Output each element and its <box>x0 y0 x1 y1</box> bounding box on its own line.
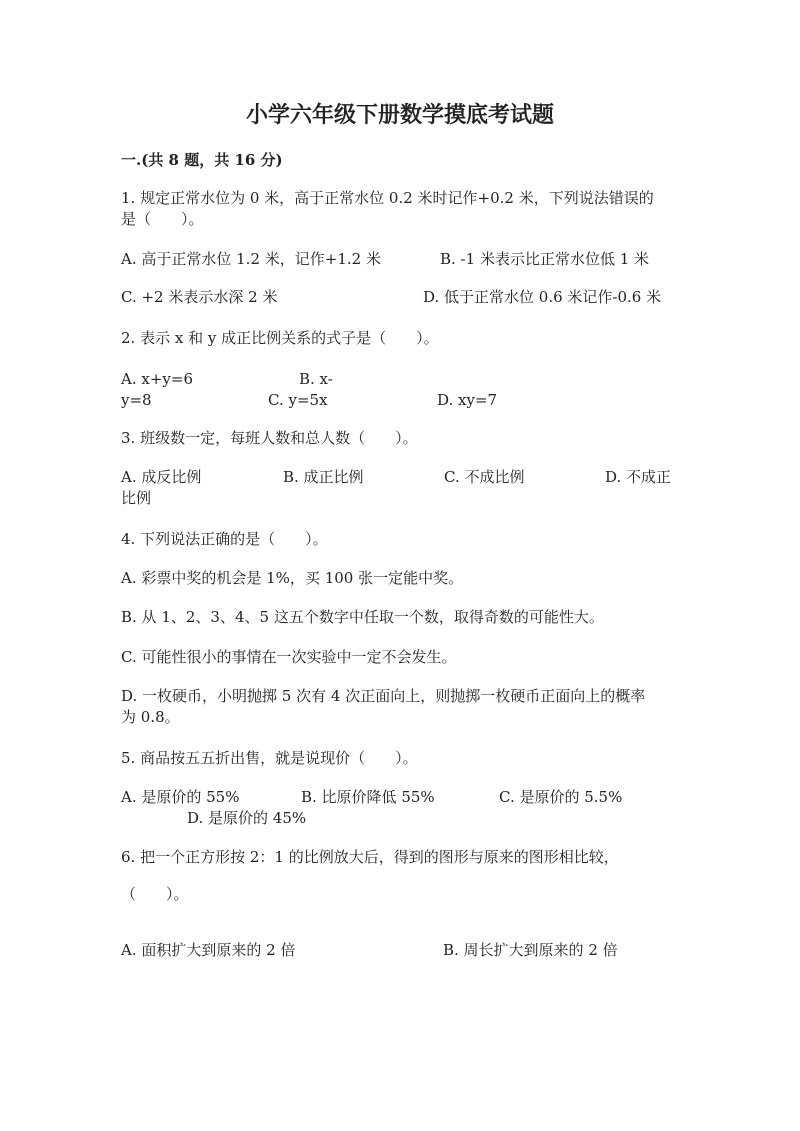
question-stem: 是（ ）。 <box>121 210 204 228</box>
option-a: A. 面积扩大到原来的 2 倍 <box>121 941 296 959</box>
option-a: A. 成反比例 <box>121 468 202 486</box>
option-b: B. 周长扩大到原来的 2 倍 <box>443 941 618 959</box>
option-a: A. 高于正常水位 1.2 米，记作+1.2 米 <box>121 250 381 268</box>
option-b: B. 成正比例 <box>283 468 364 486</box>
question-stem: 6. 把一个正方形按 2：1 的比例放大后，得到的图形与原来的图形相比较， <box>121 848 619 866</box>
question-stem: 4. 下列说法正确的是（ ）。 <box>121 530 328 548</box>
option-d: D. 不成正 <box>605 468 672 486</box>
option-b: B. x- <box>299 370 333 388</box>
option-c: C. 可能性很小的事情在一次实验中一定不会发生。 <box>121 648 457 666</box>
option-c: C. +2 米表示水深 2 米 <box>121 288 278 306</box>
option-c: C. 是原价的 5.5% <box>499 788 623 806</box>
question-stem: 3. 班级数一定，每班人数和总人数（ ）。 <box>121 429 418 447</box>
option-d: D. xy=7 <box>437 391 498 409</box>
question-stem: （ ）。 <box>121 885 189 903</box>
option-b: B. 比原价降低 55% <box>301 788 435 806</box>
option-b: B. 从 1、2、3、4、5 这五个数字中任取一个数，取得奇数的可能性大。 <box>121 608 604 626</box>
option-a: A. 彩票中奖的机会是 1%，买 100 张一定能中奖。 <box>121 569 464 587</box>
option-c: C. 不成比例 <box>444 468 525 486</box>
section-heading: 一.(共 8 题，共 16 分) <box>121 151 283 169</box>
option-b-continued: y=8 <box>121 391 152 409</box>
page-title: 小学六年级下册数学摸底考试题 <box>245 102 554 128</box>
option-a: A. 是原价的 55% <box>121 788 240 806</box>
option-d-continued: 比例 <box>121 489 152 507</box>
option-d: D. 是原价的 45% <box>187 809 307 827</box>
question-stem: 5. 商品按五五折出售，就是说现价（ ）。 <box>121 749 418 767</box>
option-d: D. 低于正常水位 0.6 米记作-0.6 米 <box>423 288 662 306</box>
option-d: D. 一枚硬币，小明抛掷 5 次有 4 次正面向上，则抛掷一枚硬币正面向上的概率 <box>121 687 646 705</box>
option-d-continued: 为 0.8。 <box>121 708 180 726</box>
option-a: A. x+y=6 <box>121 370 193 388</box>
option-b: B. -1 米表示比正常水位低 1 米 <box>440 250 650 268</box>
option-c: C. y=5x <box>268 391 328 409</box>
question-stem: 2. 表示 x 和 y 成正比例关系的式子是（ ）。 <box>121 329 439 347</box>
question-stem: 1. 规定正常水位为 0 米，高于正常水位 0.2 米时记作+0.2 米，下列说法错误的 <box>121 189 654 207</box>
